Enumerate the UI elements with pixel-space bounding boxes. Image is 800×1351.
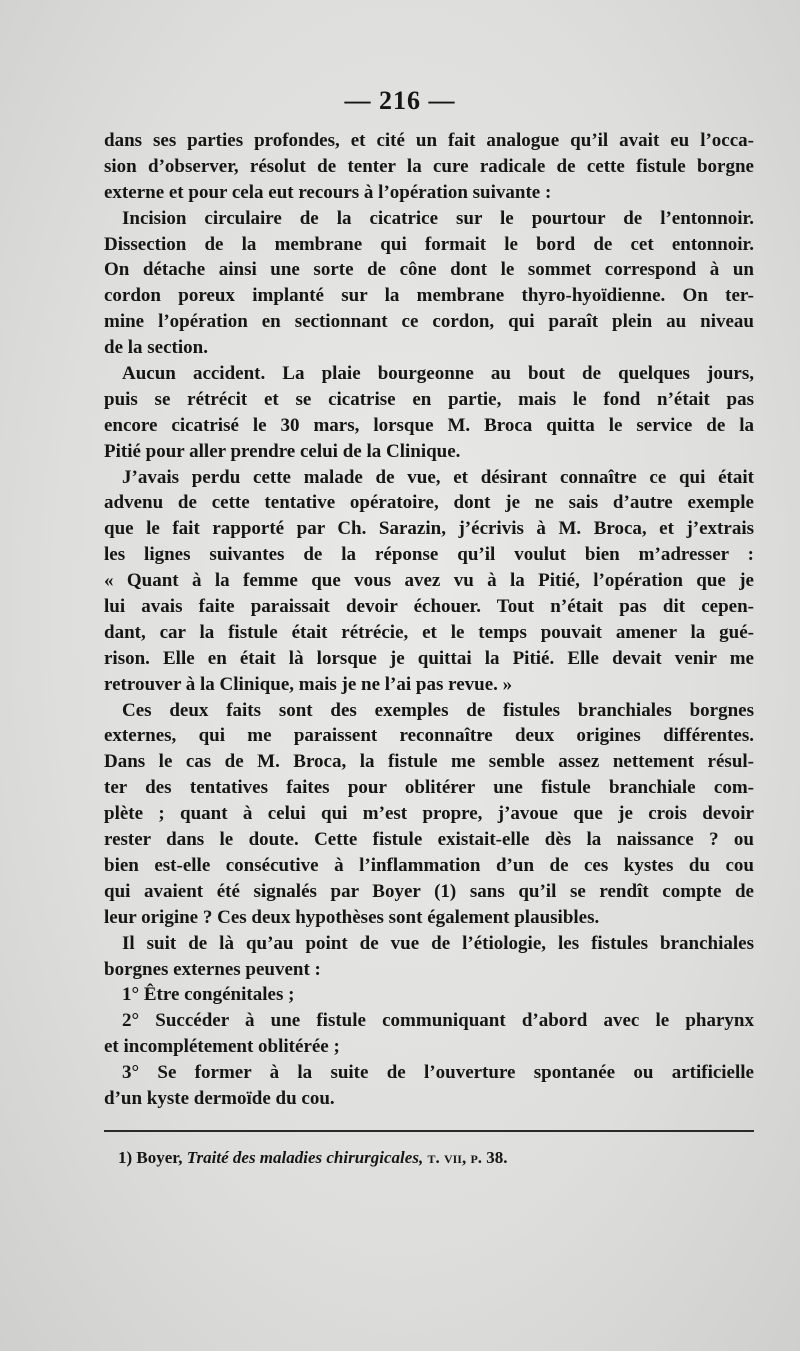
text-line: Aucun accident. La plaie bourgeonne au bout de quelques jours, [122, 363, 754, 385]
text-line: leur origine ? Ces deux hypothèses sont également plausibles. [104, 906, 600, 928]
footnote-volume: t. vii, p. 38. [427, 1148, 508, 1167]
text-line: les lignes suivantes de la réponse qu’il voulut bien m’adresser : [104, 544, 754, 566]
text-line: externes, qui me paraissent reconnaître deux origines différentes. [104, 725, 754, 747]
text-line: encore cicatrisé le 30 mars, lorsque M. Broca quitta le service de la [104, 414, 754, 436]
text-line: rison. Elle en était là lorsque je quittai la Pitié. Elle devait venir me [104, 647, 754, 669]
text-line: mine l’opération en sectionnant ce cordon, qui paraît plein au niveau [104, 311, 754, 333]
text-line: ter des tentatives faites pour oblitérer une fistule branchiale com- [104, 777, 754, 799]
text-line: externe et pour cela eut recours à l’opération suivante : [104, 181, 552, 203]
text-line: d’un kyste dermoïde du cou. [104, 1087, 335, 1109]
text-line: « Quant à la femme que vous avez vu à la Pitié, l’opération que je [104, 570, 754, 592]
text-line: 3° Se former à la suite de l’ouverture spontanée ou artificielle [122, 1062, 754, 1084]
text-line: bien est-elle consécutive à l’inflammation d’un de ces kystes du cou [104, 854, 754, 876]
text-line: dans ses parties profondes, et cité un fait analogue qu’il avait eu l’occa- [104, 130, 754, 151]
text-line: cordon poreux implanté sur la membrane thyro-hyoïdienne. On ter- [104, 285, 754, 307]
text-line: advenu de cette tentative opératoire, dont je ne sais d’autre exemple [104, 492, 754, 514]
text-line: lui avais faite paraissait devoir échouer. Tout n’était pas dit cepen- [104, 596, 754, 618]
body-text [104, 128, 754, 1112]
text-line: Dans le cas de M. Broca, la fistule me semble assez nettement résul- [104, 751, 754, 773]
text-line: Incision circulaire de la cicatrice sur le pourtour de l’entonnoir. [122, 207, 754, 229]
text-line: et incomplétement oblitérée ; [104, 1036, 340, 1058]
text-line: Il suit de là qu’au point de vue de l’étiologie, les fistules branchiales [122, 932, 754, 954]
text-line: 2° Succéder à une fistule communiquant d’abord avec le pharynx [122, 1010, 754, 1032]
text-line: 1° Être congénitales ; [122, 984, 295, 1006]
footnote [118, 1148, 758, 1168]
text-line: Dissection de la membrane qui formait le bord de cet entonnoir. [104, 233, 754, 255]
text-line: Pitié pour aller prendre celui de la Clinique. [104, 440, 461, 462]
text-line: borgnes externes peuvent : [104, 958, 321, 980]
footnote-divider [104, 1130, 754, 1132]
text-line: qui avaient été signalés par Boyer (1) sans qu’il se rendît compte de [104, 880, 754, 902]
page-number: — 216 — [344, 86, 456, 115]
text-line: de la section. [104, 337, 208, 359]
text-line: que le fait rapporté par Ch. Sarazin, j’écrivis à M. Broca, et j’extrais [104, 518, 754, 540]
text-line: retrouver à la Clinique, mais je ne l’ai pas revue. » [104, 673, 513, 695]
footnote-marker: 1) Boyer, [118, 1148, 183, 1167]
text-line: puis se rétrécit et se cicatrise en partie, mais le fond n’était pas [104, 388, 754, 410]
text-line: sion d’observer, résolut de tenter la cure radicale de cette fistule borgne [104, 155, 754, 177]
text-line: rester dans le doute. Cette fistule existait-elle dès la naissance ? ou [104, 829, 754, 851]
text-line: J’avais perdu cette malade de vue, et désirant connaître ce qui était [122, 466, 754, 488]
text-line: dant, car la fistule était rétrécie, et le temps pouvait amener la gué- [104, 621, 754, 643]
text-line: On détache ainsi une sorte de cône dont le sommet correspond à un [104, 259, 754, 281]
text-line: Ces deux faits sont des exemples de fistules branchiales borgnes [122, 699, 754, 721]
text-line: plète ; quant à celui qui m’est propre, j’avoue que je crois devoir [104, 803, 754, 825]
footnote-title: Traité des maladies chirurgicales, [186, 1148, 424, 1167]
